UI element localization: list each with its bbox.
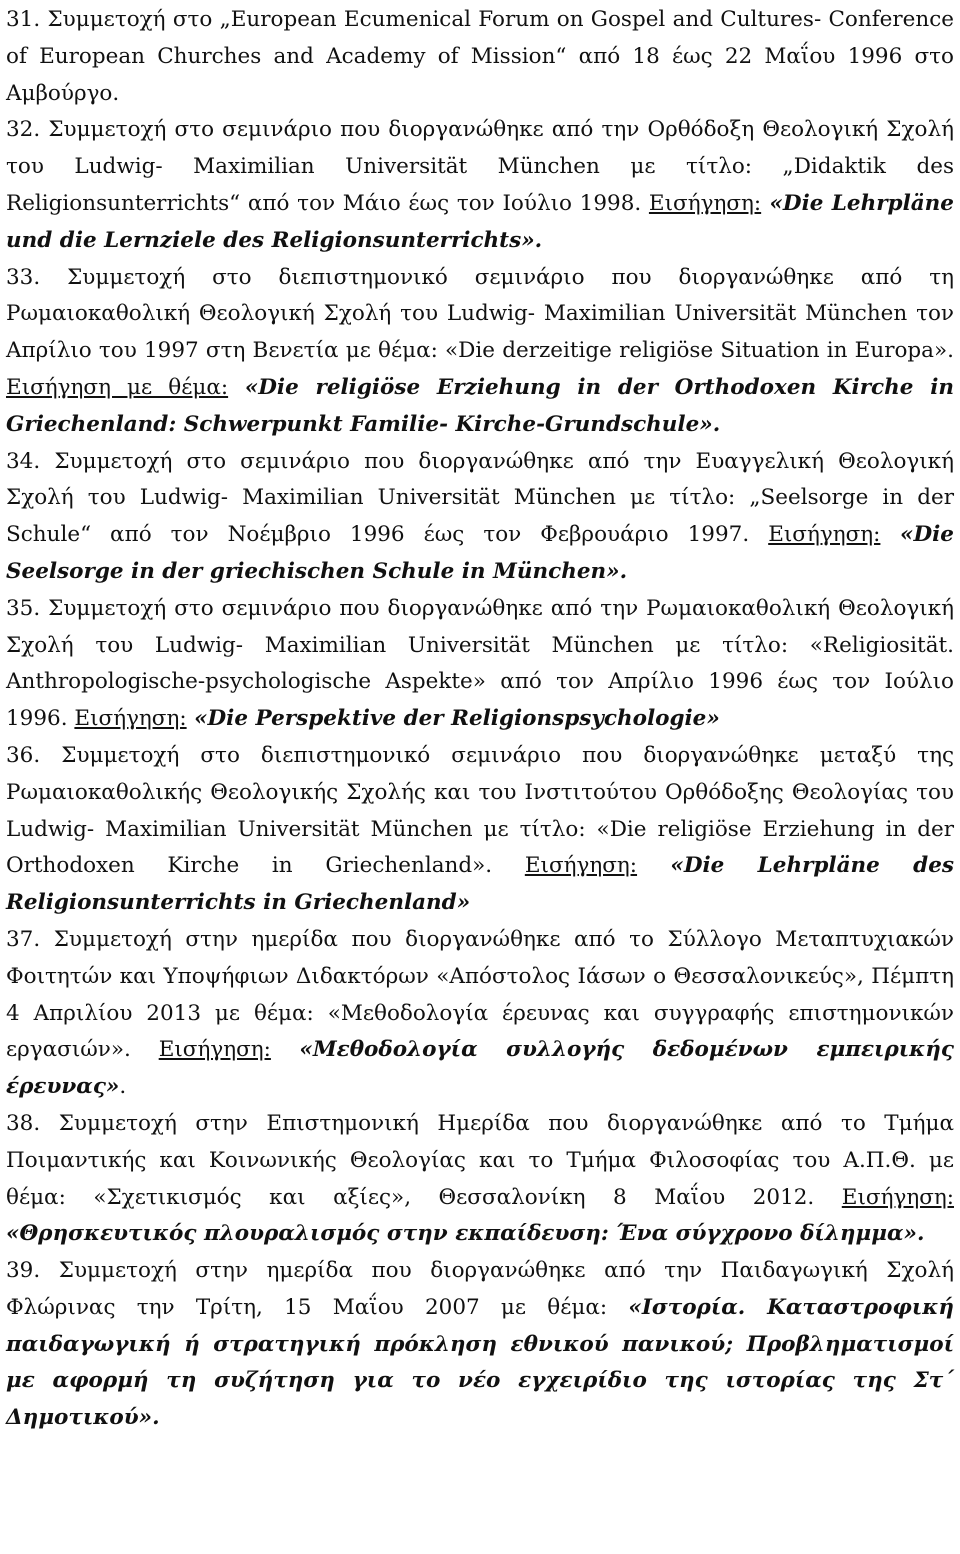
talk-title: «Die Perspektive der Religionspsychologie»: [186, 706, 720, 732]
item-text: Συμμετοχή στο σεμινάριο που διοργανώθηκε από την Ρωμαιοκαθολική Θεολογική Σχολή του Ludwig- Maximilian Universität München με τίτλο: «Religiosität. Anthropologische-psychologische Aspekte» από τον Απρίλιο 1996 έως τον Ιούλιο 1996.: [6, 595, 954, 732]
item-number: 31.: [6, 7, 41, 32]
list-item: [6, 1106, 954, 1253]
item-number: 37.: [6, 926, 41, 952]
talk-title: «Θρησκευτικός πλουραλισμός στην εκπαίδευση: Ένα σύγχρονο δίλημμα».: [6, 1221, 925, 1247]
talk-label: Εισήγηση:: [158, 1037, 271, 1063]
item-text: Συμμετοχή στο σεμινάριο που διοργανώθηκε από την Ορθόδοξη Θεολογική Σχολή του Ludwig- Maximilian Universität München με τίτλο: „Didaktik des Religionsunterrichts“ από τον Μάιο έως τον Ιούλιο 1998.: [6, 117, 954, 216]
talk-title: «Die Lehrpläne des Religionsunterrichts in Griechenland»: [6, 853, 954, 916]
item-text: Συμμετοχή στο „European Ecumenical Forum on Gospel and Cultures- Conference of European Churches and Academy of Mission“ από 18 έως 22 Μαΐου 1996 στο Αμβούργο.: [6, 7, 954, 106]
item-text: Συμμετοχή στην ημερίδα που διοργανώθηκε από το Σύλλογο Μεταπτυχιακών Φοιτητών και Υποψήφιων Διδακτόρων «Απόστολος Ιάσων ο Θεσσαλονικεύς», Πέμπτη 4 Απριλίου 2013 με θέμα: «Μεθοδολογία έρευνας και συγγραφής επιστημονικών εργασιών».: [6, 926, 954, 1063]
list-item: [6, 260, 954, 444]
talk-label: Εισήγηση:: [524, 853, 638, 879]
item-text: Συμμετοχή στο διεπιστημονικό σεμινάριο που διοργανώθηκε από τη Ρωμαιοκαθολική Θεολογική Σχολή του Ludwig- Maximilian Universität München τον Απρίλιο του 1997 στη Βενετία με θέμα: «Die derzeitige religiöse Situation in Europa».: [6, 264, 954, 364]
item-number: 36.: [6, 742, 41, 768]
talk-title: «Die Seelsorge in der griechischen Schule in München».: [6, 522, 954, 584]
list-item: [6, 591, 954, 738]
item-text: Συμμετοχή στην ημερίδα που διοργανώθηκε από την Παιδαγωγική Σχολή Φλώρινας την Τρίτη, 15 Μαΐου 2007 με θέμα:: [6, 1258, 954, 1320]
item-number: 35.: [6, 595, 41, 621]
talk-title: «Die religiöse Erziehung in der Orthodoxen Kirche in Griechenland: Schwerpunkt Familie- Kirche-Grundschule».: [6, 374, 954, 437]
item-number: 39.: [6, 1258, 41, 1284]
talk-title: «Ιστορία. Καταστροφική παιδαγωγική ή στρατηγική πρόκληση εθνικού πανικού; Προβληματισμοί με αφορμή τη συζήτηση για το νέο εγχειρίδιο της ιστορίας της Στ΄ Δημοτικού».: [6, 1294, 954, 1431]
list-item: [6, 738, 954, 922]
list-item: [6, 112, 954, 259]
talk-label: Εισήγηση με θέμα:: [6, 374, 229, 400]
item-number: 33.: [6, 264, 41, 290]
list-item: [6, 922, 954, 1106]
item-text: Συμμετοχή στην Επιστημονική Ημερίδα που διοργανώθηκε από το Τμήμα Ποιμαντικής και Κοινωνικής Θεολογίας και το Τμήμα Φιλοσοφίας του Α.Π.Θ. με θέμα: «Σχετικισμός και αξίες», Θεσσαλονίκη 8 Μαΐου 2012.: [6, 1110, 954, 1210]
item-number: 32.: [6, 117, 41, 143]
talk-label: Εισήγηση:: [841, 1184, 954, 1210]
item-number: 34.: [6, 448, 41, 474]
list-item: [6, 1253, 954, 1437]
talk-title: «Die Lehrpläne und die Lernziele des Religionsunterrichts».: [6, 190, 954, 253]
item-tail: .: [119, 1074, 127, 1100]
talk-label: Εισήγηση:: [74, 706, 187, 732]
list-item: [6, 444, 954, 591]
talk-label: Εισήγηση:: [648, 190, 762, 216]
talk-label: Εισήγηση:: [768, 522, 881, 548]
item-text: Συμμετοχή στο διεπιστημονικό σεμινάριο που διοργανώθηκε μεταξύ της Ρωμαιοκαθολικής Θεολογικής Σχολής και του Ινστιτούτου Ορθόδοξης Θεολογίας του Ludwig- Maximilian Universität München με τίτλο: «Die religiöse Erziehung in der Orthodoxen Kirche in Griechenland».: [6, 742, 954, 879]
talk-title: «Μεθοδολογία συλλογής δεδομένων εμπειρικής έρευνας»: [6, 1037, 954, 1100]
item-number: 38.: [6, 1110, 41, 1136]
item-text: Συμμετοχή στο σεμινάριο που διοργανώθηκε από την Ευαγγελική Θεολογική Σχολή του Ludwig- Maximilian Universität München με τίτλο: „Seelsorge in der Schule“ από τον Νοέμβριο 1996 έως τον Φεβρουάριο 1997.: [6, 448, 954, 548]
list-item: [6, 2, 954, 112]
